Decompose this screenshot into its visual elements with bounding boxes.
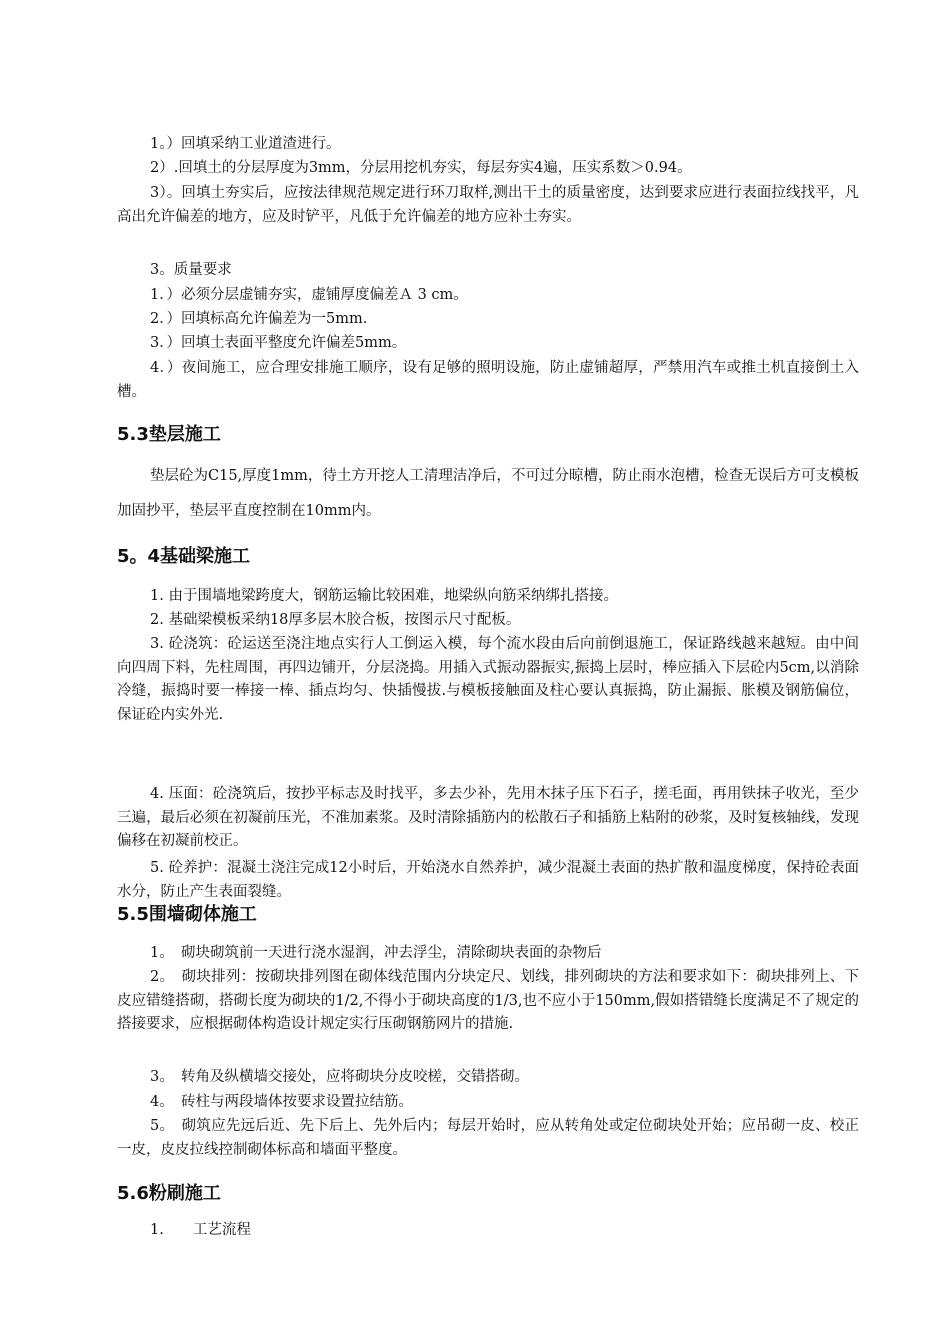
paragraph-fill-item-1: 1。）回填采纳工业道渣进行。 [150, 136, 341, 152]
heading-5-6: 5.6粉刷施工 [117, 1183, 221, 1204]
paragraph-5-4-item-5: 5. 砼养护：混凝土浇注完成12小时后，开始浇水自然养护，减少混凝土表面的热扩散和温度梯度，保持砼表面水分，防止产生表面裂缝。 [117, 860, 859, 900]
paragraph-5-4-item-2: 2. 基础梁模板采纳18厚多层木胶合板，按图示尺寸配板。 [150, 612, 521, 628]
paragraph-5-5-item-3: 3。 转角及纵横墙交接处，应将砌块分皮咬槎，交错搭砌。 [150, 1069, 529, 1085]
heading-5-4: 5。4基础梁施工 [117, 546, 251, 567]
paragraph-5-5-item-4: 4。 砖柱与两段墙体按要求设置拉结筋。 [150, 1094, 413, 1110]
paragraph-quality-item-4: 4．）夜间施工，应合理安排施工顺序，设有足够的照明设施，防止虚铺超厚，严禁用汽车或推土机直接倒土入槽。 [117, 360, 859, 400]
paragraph-5-6-item-1: 1. 工艺流程 [150, 1222, 251, 1238]
paragraph-quality-item-1: 1．）必须分层虚铺夯实，虚铺厚度偏差Ａ 3 cm。 [150, 287, 468, 303]
heading-5-3: 5.3垫层施工 [117, 424, 221, 445]
paragraph-fill-item-3: 3）。回填土夯实后，应按法律规范规定进行环刀取样,测出干土的质量密度，达到要求应进行表面拉线找平，凡高出允许偏差的地方，应及时铲平，凡低于允许偏差的地方应补土夯实。 [117, 185, 859, 225]
paragraph-5-5-item-5: 5。 砌筑应先远后近、先下后上、先外后内；每层开始时，应从转角处或定位砌块处开始；应吊砌一皮、校正一皮，皮皮拉线控制砌体标高和墙面平整度。 [117, 1118, 859, 1158]
paragraph-5-4-item-4: 4. 压面：砼浇筑后，按抄平标志及时找平，多去少补，先用木抹子压下石子，搓毛面，再用铁抹子收光，至少三遍，最后必须在初凝前压光，不准加素浆。及时清除插筋内的松散石子和插筋上粘附的砂浆，及时复核轴线，发现偏移在初凝前校正。 [117, 786, 859, 849]
paragraph-fill-item-2: 2）.回填土的分层厚度为3mm，分层用挖机夯实，每层夯实4遍，压实系数＞0.94。 [150, 160, 692, 176]
heading-5-5: 5.5围墙砌体施工 [117, 904, 257, 925]
paragraph-5-3-body: 垫层砼为C15,厚度1mm，待土方开挖人工清理洁净后，不可过分晾槽，防止雨水泡槽，检查无误后方可支模板加固抄平，垫层平直度控制在10mm内。 [117, 468, 859, 519]
paragraph-5-5-item-2: 2。 砌块排列：按砌块排列图在砌体线范围内分块定尺、划线，排列砌块的方法和要求如下：砌块排列上、下皮应错缝搭砌，搭砌长度为砌块的1/2,不得小于砌块高度的1/3,也不应小于150mm,假如搭错缝长度满足不了规定的搭接要求，应根据砌体构造设计规定实行压砌钢筋网片的措施. [117, 969, 859, 1032]
paragraph-5-4-item-1: 1. 由于围墙地梁跨度大，钢筋运输比较困难，地梁纵向筋采纳绑扎搭接。 [150, 588, 618, 604]
paragraph-quality-item-3: 3．）回填土表面平整度允许偏差5mm。 [150, 335, 407, 351]
paragraph-quality-title: 3。质量要求 [150, 262, 232, 278]
paragraph-5-4-item-3: 3. 砼浇筑：砼运送至浇注地点实行人工倒运入模，每个流水段由后向前倒退施工，保证路线越来越短。由中间向四周下料，先柱周围，再四边铺开，分层浇捣。用插入式振动器振实,振捣上层时，棒应插入下层砼内5cm,以消除冷缝，振捣时要一棒接一棒、插点均匀、快插慢拔.与模板接触面及柱心要认真振捣，防止漏振、胀模及钢筋偏位，保证砼内实外光. [117, 636, 859, 723]
paragraph-5-5-item-1: 1。 砌块砌筑前一天进行浇水湿润，冲去浮尘，清除砌块表面的杂物后 [150, 945, 602, 961]
paragraph-quality-item-2: 2．）回填标高允许偏差为一5mm. [150, 311, 368, 327]
